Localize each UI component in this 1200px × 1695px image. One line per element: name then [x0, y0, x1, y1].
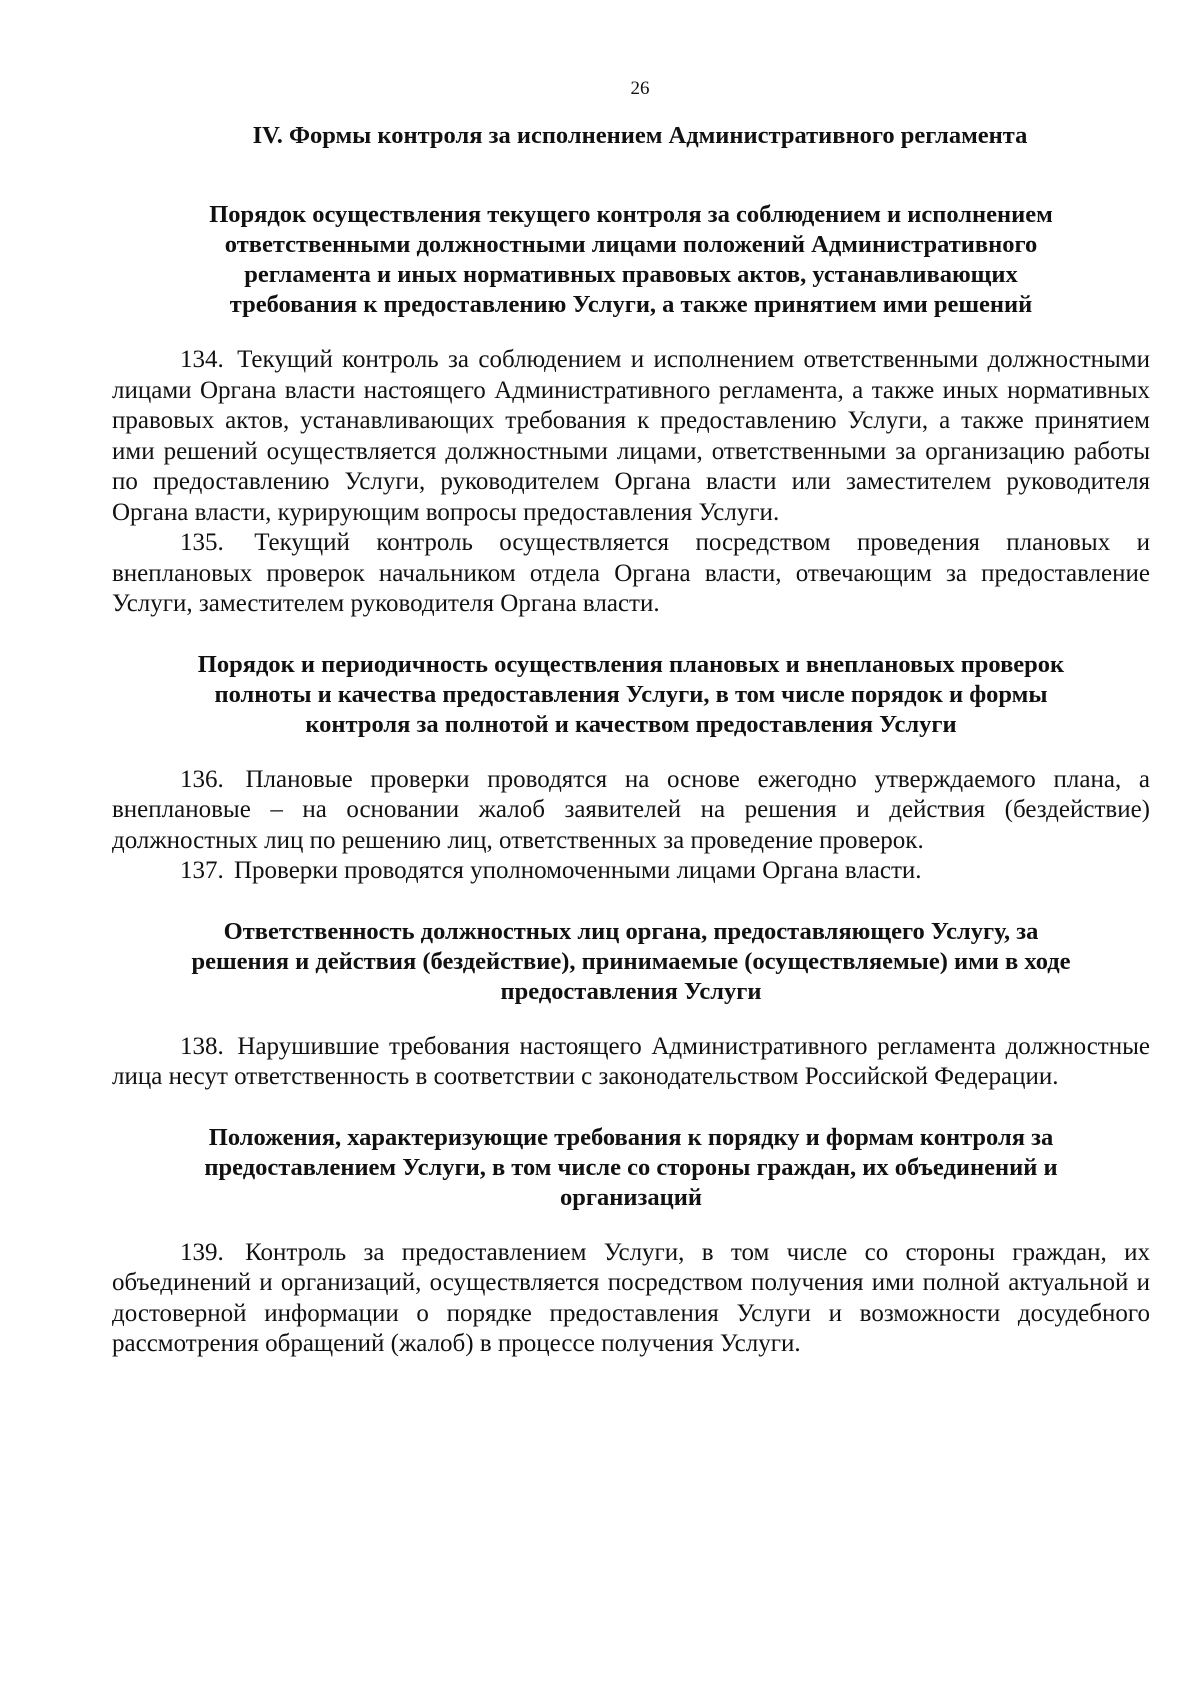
heading-line: регламента и иных нормативных правовых актов, устанавливающих — [244, 261, 1018, 288]
paragraph-text: Плановые проверки проводятся на основе ежегодно утверждаемого плана, а внеплановые – на основании жалоб заявителей на решения и действия (бездействие) должностных лиц по решению лиц, ответственных за проведение проверок. — [112, 765, 1151, 854]
page-number: 26 — [630, 78, 650, 99]
document-page — [112, 78, 1150, 1360]
paragraph-text: Нарушившие требования настоящего Административного регламента должностные лица несут ответственность в соответствии с законодательством Российской Федерации. — [112, 1032, 1151, 1090]
chapter-title: IV. Формы контроля за исполнением Административного регламента — [252, 122, 1028, 149]
heading-line: Порядок и периодичность осуществления плановых и внеплановых проверок — [197, 650, 1065, 678]
section-heading — [112, 917, 1150, 1007]
section-current-control — [112, 200, 1150, 620]
paragraph-text: Текущий контроль осуществляется посредством проведения плановых и внеплановых проверок начальником отдела Органа власти, отвечающим за предоставление Услуги, заместителем руководителя Органа власти. — [112, 529, 1151, 617]
section-heading — [112, 1123, 1150, 1213]
paragraph-number: 135. — [180, 529, 224, 556]
paragraph-139 — [112, 1238, 1150, 1360]
section-public-control — [112, 1123, 1150, 1360]
paragraph-number: 138. — [180, 1032, 224, 1060]
section-heading — [112, 650, 1150, 740]
paragraph-136 — [112, 765, 1150, 857]
section-heading — [112, 200, 1150, 320]
heading-line: предоставлением Услуги, в том числе со стороны граждан, их объединений и — [204, 1153, 1058, 1181]
heading-line: предоставления Услуги — [500, 977, 762, 1005]
paragraph-number: 136. — [180, 765, 224, 793]
paragraph-number: 139. — [180, 1238, 224, 1266]
heading-line: организаций — [560, 1183, 702, 1211]
section-scheduled-inspections — [112, 650, 1150, 887]
heading-line: требования к предоставлению Услуги, а также принятием ими решений — [229, 291, 1033, 318]
paragraph-text: Проверки проводятся уполномоченными лицами Органа власти. — [234, 857, 922, 884]
section-officials-responsibility — [112, 917, 1150, 1093]
paragraph-number: 134. — [180, 346, 224, 373]
paragraph-text: Контроль за предоставлением Услуги, в том числе со стороны граждан, их объединений и организаций, осуществляется посредством получения ими полной актуальной и достоверной информации о порядке предоставления Услуги и возможности досудебного рассмотрения обращений (жалоб) в процессе получения Услуги. — [112, 1238, 1151, 1357]
heading-line: Порядок осуществления текущего контроля за соблюдением и исполнением — [209, 201, 1053, 228]
paragraph-text: Текущий контроль за соблюдением и исполнением ответственными должностными лицами Органа власти настоящего Административного регламента, а также иных нормативных правовых актов, устанавливающих требования к предоставлению Услуги, а также принятием ими решений осуществляется должностными лицами, ответственными за организацию работы по предоставлению Услуги, руководителем Органа власти или заместителем руководителя Органа власти, курирующим вопросы предоставления Услуги. — [112, 346, 1151, 526]
heading-line: Положения, характеризующие требования к порядку и формам контроля за — [208, 1123, 1054, 1151]
paragraph-number: 137. — [180, 857, 224, 884]
heading-line: ответственными должностными лицами положений Административного — [224, 231, 1038, 258]
paragraph-135 — [112, 528, 1150, 620]
heading-line: решения и действия (бездействие), принимаемые (осуществляемые) ими в ходе — [191, 947, 1071, 975]
paragraph-137 — [112, 856, 1150, 887]
paragraph-134 — [112, 345, 1150, 528]
paragraph-138 — [112, 1032, 1150, 1093]
heading-line: Ответственность должностных лиц органа, предоставляющего Услугу, за — [223, 917, 1039, 945]
heading-line: контроля за полнотой и качеством предоставления Услуги — [305, 710, 957, 738]
heading-line: полноты и качества предоставления Услуги, в том числе порядок и формы — [214, 680, 1048, 708]
